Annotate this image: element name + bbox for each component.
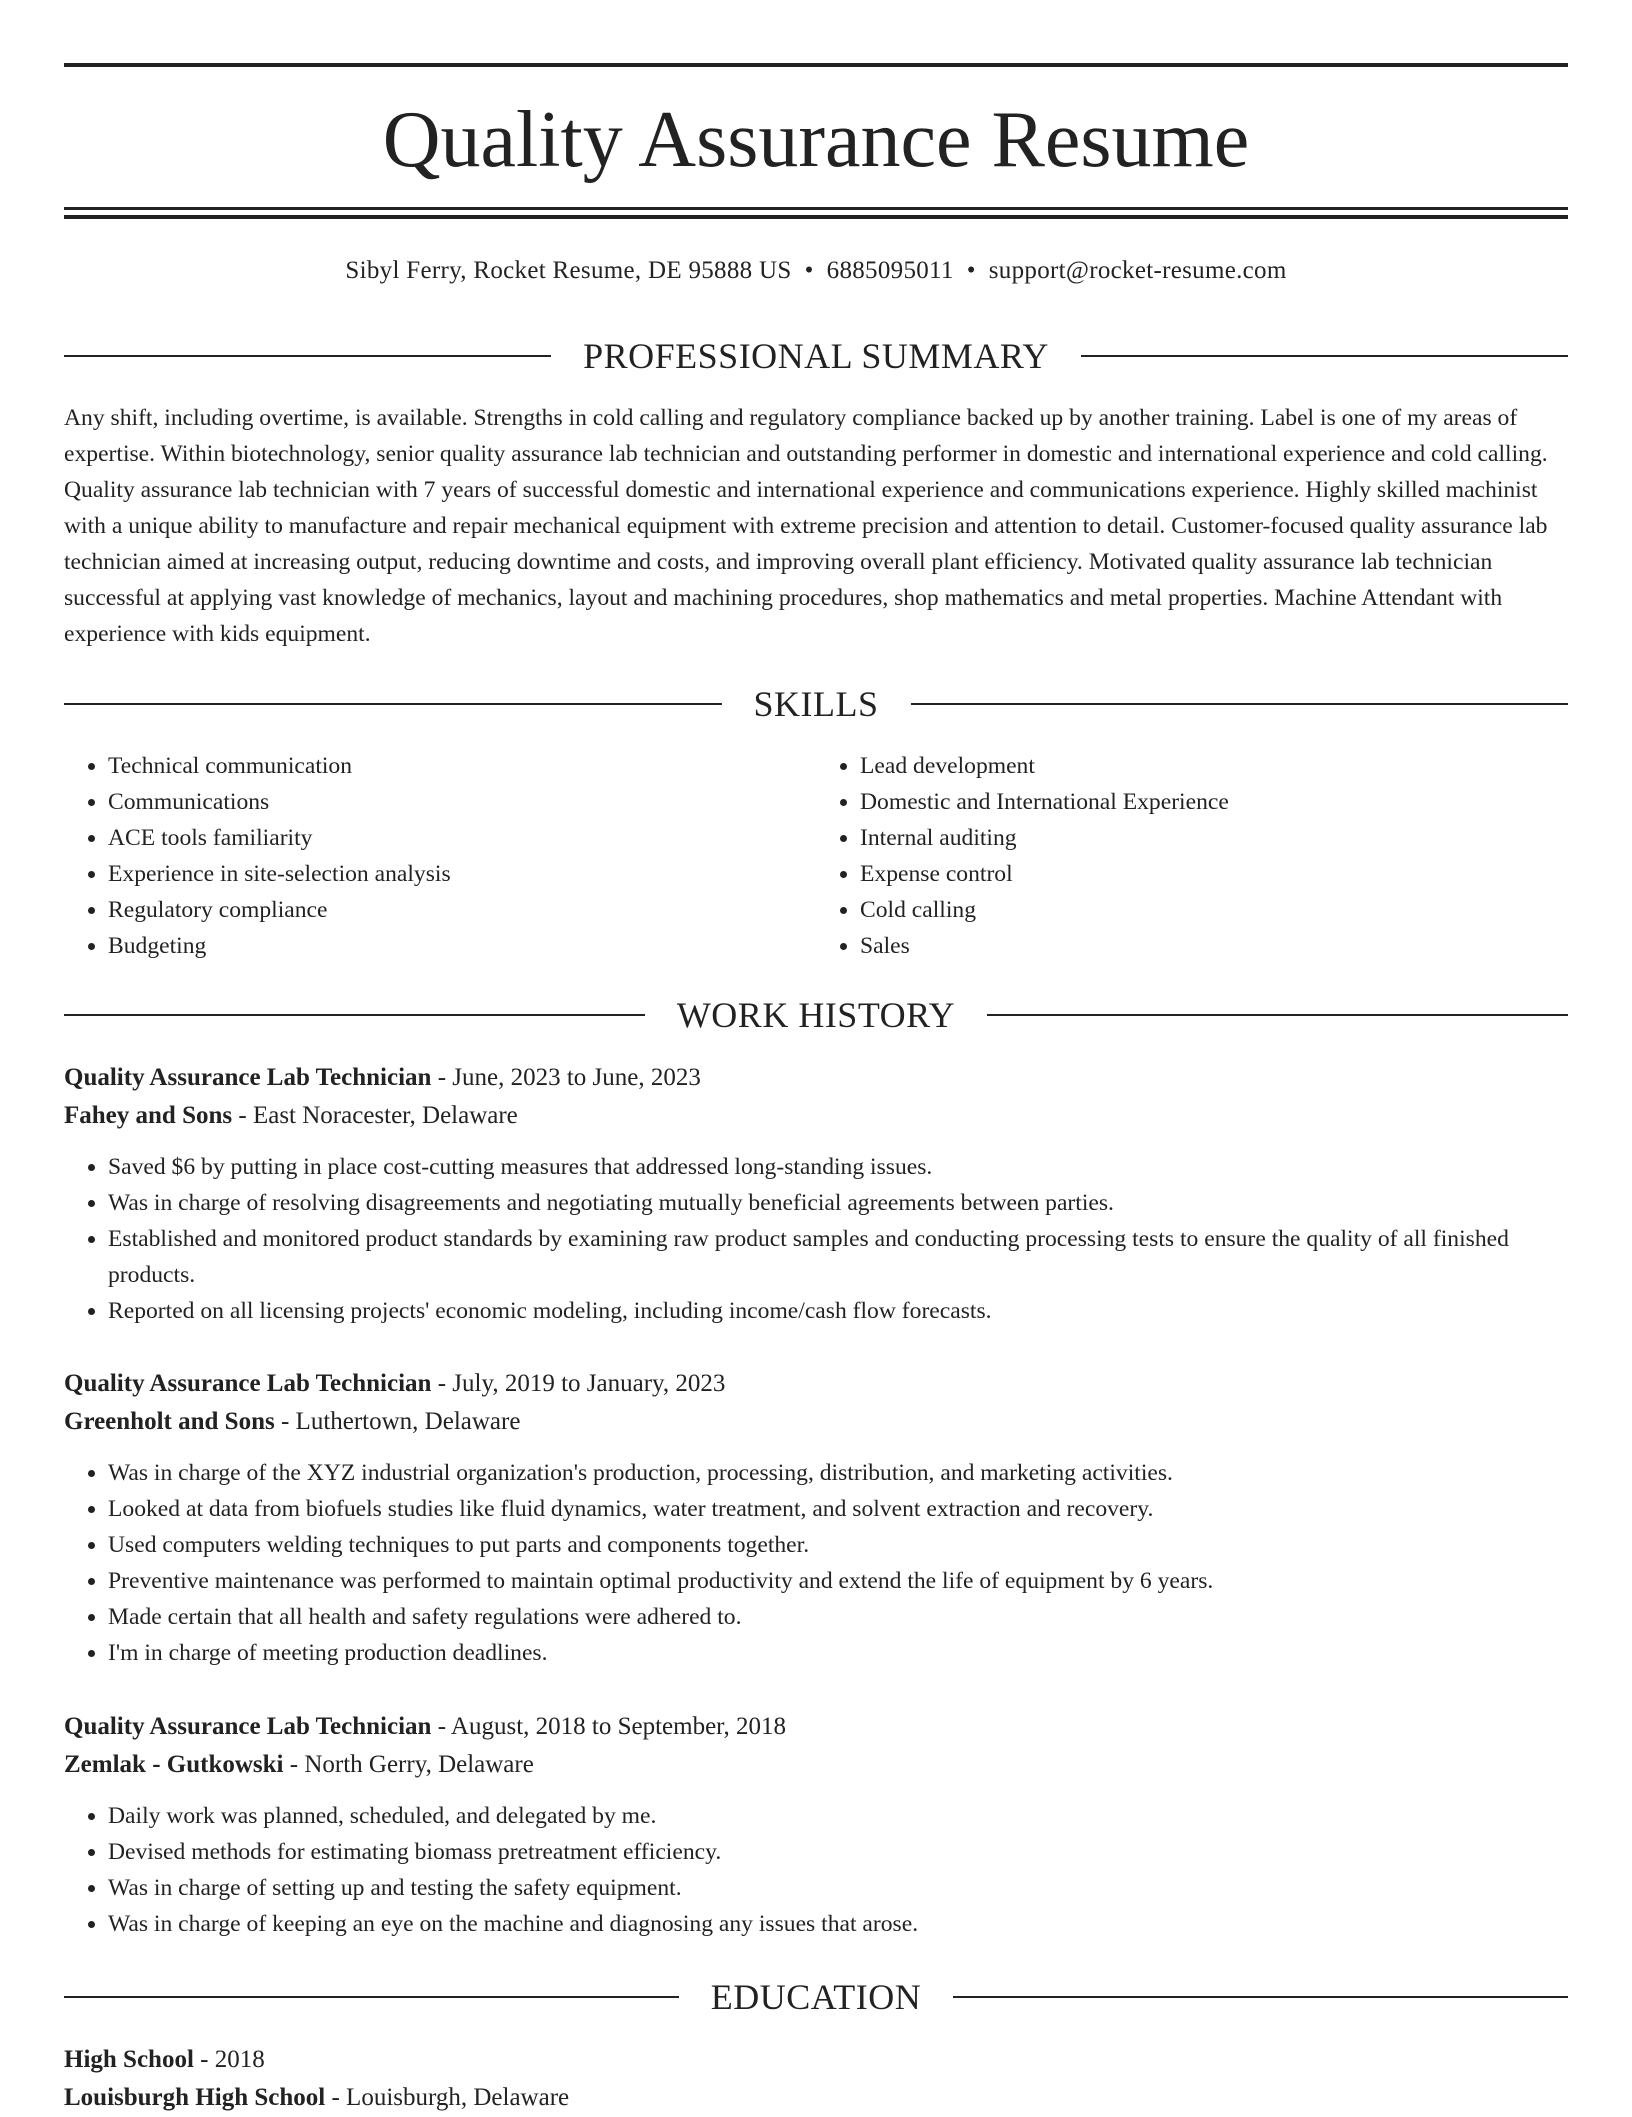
job-location: Luthertown, Delaware: [295, 1408, 521, 1435]
job-bullets: [64, 1798, 1568, 1942]
job-dates: August, 2018 to September, 2018: [450, 1713, 786, 1740]
skill-item: • Sales: [860, 928, 1568, 964]
job-location: North Gerry, Delaware: [304, 1751, 534, 1778]
skill-item: • Domestic and International Experience: [860, 784, 1568, 820]
job-bullet: • Looked at data from biofuels studies like fluid dynamics, water treatment, and solvent extraction and recovery.: [108, 1491, 1568, 1527]
skill-item: • Cold calling: [860, 892, 1568, 928]
job-title: Quality Assurance Lab Technician: [64, 1064, 432, 1091]
job-company-line: Greenholt and Sons - Luthertown, Delaware: [64, 1408, 521, 1435]
skill-item: • Regulatory compliance: [108, 892, 816, 928]
section-rule: [1081, 355, 1568, 357]
job-company: Fahey and Sons: [64, 1102, 233, 1129]
job-bullet: • I'm in charge of meeting production deadlines.: [108, 1635, 1568, 1671]
top-rule: [64, 63, 1568, 67]
job-bullets: [64, 1455, 1568, 1671]
section-header-work-history: [64, 993, 1568, 1037]
contact-email: support@rocket-resume.com: [988, 257, 1287, 284]
job-dates: July, 2019 to January, 2023: [452, 1370, 726, 1397]
skill-item: • Technical communication: [108, 748, 816, 784]
job-bullet: • Was in charge of the XYZ industrial organization's production, processing, distribution, and marketing activities.: [108, 1455, 1568, 1491]
education-year: 2018: [214, 2046, 265, 2073]
education-school: Louisburgh High School: [64, 2084, 326, 2111]
skill-item: • Experience in site-selection analysis: [108, 856, 816, 892]
job-title-line: Quality Assurance Lab Technician - August, 2018 to September, 2018: [64, 1713, 786, 1740]
education-degree: High School: [64, 2046, 194, 2073]
job-bullet: • Was in charge of resolving disagreements and negotiating mutually beneficial agreements between parties.: [108, 1185, 1568, 1221]
skill-item: • ACE tools familiarity: [108, 820, 816, 856]
job-entry: [64, 1708, 1568, 1942]
contact-line: [0, 254, 1632, 288]
section-title: WORK HISTORY: [676, 995, 956, 1035]
job-location: East Noracester, Delaware: [252, 1102, 518, 1129]
job-bullet: • Made certain that all health and safety regulations were adhered to.: [108, 1599, 1568, 1635]
title-rule-lower: [64, 215, 1568, 219]
contact-phone: 6885095011: [826, 257, 954, 284]
contact-separator: •: [804, 257, 814, 284]
job-bullets: [64, 1149, 1568, 1329]
education-location: Louisburgh, Delaware: [346, 2084, 570, 2111]
job-entry: [64, 1365, 1568, 1671]
section-rule: [911, 703, 1569, 705]
job-title: Quality Assurance Lab Technician: [64, 1713, 432, 1740]
job-entry: [64, 1059, 1568, 1329]
resume-title: Quality Assurance Resume: [382, 96, 1250, 184]
job-bullet: • Established and monitored product standards by examining raw product samples and conducting processing tests to ensure the quality of all finished products.: [108, 1221, 1568, 1293]
section-header-skills: [64, 682, 1568, 726]
job-company-line: Fahey and Sons - East Noracester, Delaware: [64, 1102, 518, 1129]
section-rule: [987, 1014, 1568, 1016]
education-entry: [64, 2041, 1568, 2117]
education-degree-line: High School - 2018: [64, 2046, 265, 2073]
job-title-line: Quality Assurance Lab Technician - June, 2023 to June, 2023: [64, 1064, 701, 1091]
section-rule: [64, 1014, 645, 1016]
section-rule: [64, 355, 551, 357]
education-school-line: Louisburgh High School - Louisburgh, Delaware: [64, 2084, 570, 2111]
skill-item: • Lead development: [860, 748, 1568, 784]
section-rule: [953, 1996, 1568, 1998]
job-bullet: • Was in charge of setting up and testing the safety equipment.: [108, 1870, 1568, 1906]
job-bullet: • Devised methods for estimating biomass pretreatment efficiency.: [108, 1834, 1568, 1870]
section-rule: [64, 1996, 679, 1998]
job-title-line: Quality Assurance Lab Technician - July, 2019 to January, 2023: [64, 1370, 726, 1397]
contact-separator: •: [966, 257, 976, 284]
section-header-summary: [64, 334, 1568, 378]
skill-item: • Communications: [108, 784, 816, 820]
job-bullet: • Used computers welding techniques to put parts and components together.: [108, 1527, 1568, 1563]
section-header-education: [64, 1975, 1568, 2019]
section-title: EDUCATION: [710, 1977, 922, 2017]
section-title: SKILLS: [753, 684, 879, 724]
summary-text: Any shift, including overtime, is available. Strengths in cold calling and regulatory compliance backed up by another training. Label is one of my areas of expertise. Within biotechnology, senior quality assurance lab technician and outstanding performer in domestic and international experience and cold calling. Quality assurance lab technician with 7 years of successful domestic and international experience and communications experience. Highly skilled machinist with a unique ability to manufacture and repair mechanical equipment with extreme precision and attention to detail. Customer-focused quality assurance lab technician aimed at increasing output, reducing downtime and costs, and improving overall plant efficiency. Motivated quality assurance lab technician successful at applying vast knowledge of mechanics, layout and machining procedures, shop mathematics and metal properties. Machine Attendant with experience with kids equipment.: [64, 405, 1548, 647]
skill-item: • Budgeting: [108, 928, 816, 964]
section-title: PROFESSIONAL SUMMARY: [583, 336, 1049, 376]
job-dates: June, 2023 to June, 2023: [452, 1064, 701, 1091]
job-bullet: • Was in charge of keeping an eye on the machine and diagnosing any issues that arose.: [108, 1906, 1568, 1942]
job-bullet: • Saved $6 by putting in place cost-cutting measures that addressed long-standing issues.: [108, 1149, 1568, 1185]
job-title: Quality Assurance Lab Technician: [64, 1370, 432, 1397]
job-company: Greenholt and Sons: [64, 1408, 275, 1435]
skill-item: • Internal auditing: [860, 820, 1568, 856]
job-bullet: • Reported on all licensing projects' economic modeling, including income/cash flow forecasts.: [108, 1293, 1568, 1329]
section-rule: [64, 703, 722, 705]
job-company-line: Zemlak - Gutkowski - North Gerry, Delaware: [64, 1751, 534, 1778]
skill-item: • Expense control: [860, 856, 1568, 892]
title-rule-upper: [64, 207, 1568, 210]
skills-column-left: [64, 748, 816, 964]
contact-address: Sibyl Ferry, Rocket Resume, DE 95888 US: [345, 257, 792, 284]
job-bullet: • Daily work was planned, scheduled, and delegated by me.: [108, 1798, 1568, 1834]
job-company: Zemlak - Gutkowski: [64, 1751, 284, 1778]
job-bullet: • Preventive maintenance was performed to maintain optimal productivity and extend the life of equipment by 6 years.: [108, 1563, 1568, 1599]
skills-column-right: [816, 748, 1568, 964]
skills-list: [64, 748, 1568, 964]
